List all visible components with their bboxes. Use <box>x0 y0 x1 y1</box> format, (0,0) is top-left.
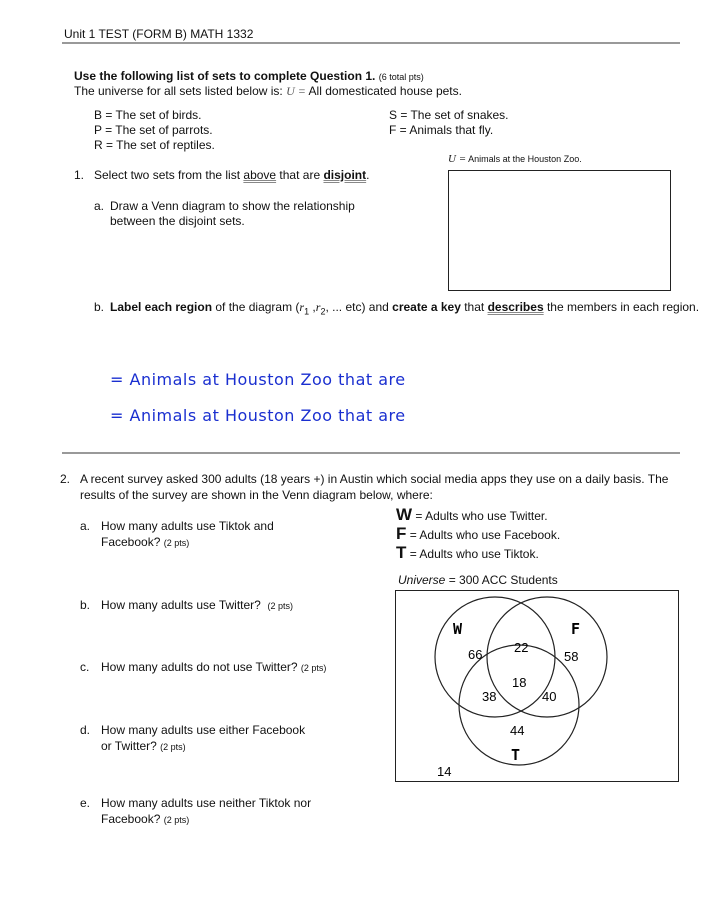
header-divider <box>62 42 680 44</box>
q1-instructions-bold: Use the following list of sets to complete Question 1. <box>74 69 376 83</box>
key-w-text: = Adults who use Twitter. <box>415 509 548 523</box>
q1-universe-symbol: U = <box>286 84 306 98</box>
q2a-label: a. <box>80 519 91 533</box>
q2d-line2-text: or Twitter? <box>101 739 157 753</box>
q2-universe-label <box>398 573 558 587</box>
q1-box-label-symbol: U = <box>448 153 467 165</box>
q2e-line2 <box>101 812 189 826</box>
q1b-r2: r <box>315 300 321 314</box>
q1-prompt-a: Select two sets from the list <box>94 168 244 182</box>
q1-universe-line <box>74 84 462 99</box>
venn-value-wf: 22 <box>514 640 529 655</box>
key-w-letter: W <box>396 505 413 524</box>
q1b-text1: of the diagram ( <box>212 300 300 314</box>
q2-universe-text: = 300 ACC Students <box>445 573 558 587</box>
q1-universe-prefix: The universe for all sets listed below is: <box>74 84 283 98</box>
key-f <box>396 524 560 544</box>
set-r: R = The set of reptiles. <box>94 138 215 152</box>
q1b-text2: , ... etc) and <box>325 300 393 314</box>
set-s: S = The set of snakes. <box>389 108 509 122</box>
venn-value-t-only: 44 <box>510 723 525 738</box>
venn-universe-rect <box>396 591 679 782</box>
venn-value-ft: 40 <box>542 689 557 704</box>
q1-number: 1. <box>74 168 85 182</box>
q1-prompt-b: that are <box>276 168 324 182</box>
q1b-text <box>110 300 699 316</box>
venn-value-wt: 38 <box>482 689 497 704</box>
q1a-line1: Draw a Venn diagram to show the relationship <box>110 199 355 213</box>
q2e-line2-text: Facebook? <box>101 812 161 826</box>
q1-instructions <box>74 69 424 83</box>
q1b-label: b. <box>94 300 105 314</box>
q1-venn-drawing-box[interactable] <box>448 170 671 291</box>
q1b-text4: the members in each region. <box>543 300 700 314</box>
q2-number: 2. <box>60 472 71 486</box>
q2d-label: d. <box>80 723 91 737</box>
section-divider <box>62 452 680 454</box>
q2e-label: e. <box>80 796 91 810</box>
venn-label-w: W <box>453 620 463 638</box>
venn-diagram <box>395 590 680 783</box>
q2a-line1: How many adults use Tiktok and <box>101 519 274 533</box>
q2-intro-line1: A recent survey asked 300 adults (18 years +) in Austin which social media apps they use on a daily basis. The <box>80 472 669 486</box>
q1-prompt-above: above <box>243 168 277 182</box>
q1b-bold-label-region: Label each region <box>110 300 213 314</box>
q1b-r1: r <box>299 300 305 314</box>
q1-universe-suffix: All domesticated house pets. <box>308 84 462 98</box>
venn-value-f-only: 58 <box>564 649 579 664</box>
q2d-line1: How many adults use either Facebook <box>101 723 306 737</box>
q2b-line1-text: How many adults use Twitter? <box>101 598 261 612</box>
q1b-bold-create-key: create a key <box>392 300 461 314</box>
q2e-points: (2 pts) <box>163 815 190 825</box>
q2b-label: b. <box>80 598 91 612</box>
q1a-line2: between the disjoint sets. <box>110 214 245 228</box>
q2a-line2-text: Facebook? <box>101 535 161 549</box>
q2a-points: (2 pts) <box>163 538 190 548</box>
q2b-line1 <box>101 598 293 612</box>
q1b-sub1: 1 <box>304 306 310 317</box>
key-t <box>396 543 539 563</box>
key-t-letter: T <box>396 543 407 562</box>
q2-intro-line2: results of the survey are shown in the Venn diagram below, where: <box>80 488 433 502</box>
handwritten-key-line-2: = Animals at Houston Zoo that are <box>110 406 406 425</box>
q1b-comma: , <box>309 300 316 314</box>
venn-value-wft: 18 <box>512 675 527 690</box>
venn-value-outside: 14 <box>437 764 452 779</box>
q2e-line1: How many adults use neither Tiktok nor <box>101 796 312 810</box>
handwritten-key-line-1: = Animals at Houston Zoo that are <box>110 370 406 389</box>
q1-box-label <box>448 153 582 165</box>
q2c-points: (2 pts) <box>300 663 327 673</box>
q1-prompt-c: . <box>366 168 370 182</box>
q1-box-label-text: Animals at the Houston Zoo. <box>468 154 582 164</box>
q2c-line1 <box>101 660 326 674</box>
q2d-line2 <box>101 739 186 753</box>
venn-label-t: T <box>511 746 521 764</box>
set-f: F = Animals that fly. <box>389 123 494 137</box>
set-p: P = The set of parrots. <box>94 123 213 137</box>
q2c-label: c. <box>80 660 90 674</box>
q2-universe-italic: Universe <box>398 573 446 587</box>
q2b-points: (2 pts) <box>267 601 294 611</box>
set-b: B = The set of birds. <box>94 108 202 122</box>
key-w <box>396 505 548 525</box>
key-t-text: = Adults who use Tiktok. <box>409 547 539 561</box>
q2a-line2 <box>101 535 189 549</box>
q1-points: (6 total pts) <box>378 72 424 82</box>
q1-prompt-disjoint: disjoint <box>323 168 367 182</box>
q1b-text3: that <box>460 300 488 314</box>
q1a-label: a. <box>94 199 105 213</box>
q1-prompt <box>94 168 369 182</box>
q1b-describes: describes <box>487 300 544 314</box>
q2c-line1-text: How many adults do not use Twitter? <box>101 660 298 674</box>
key-f-text: = Adults who use Facebook. <box>409 528 561 542</box>
venn-value-w-only: 66 <box>468 647 483 662</box>
q2d-points: (2 pts) <box>160 742 186 752</box>
q1b-sub2: 2 <box>320 306 326 317</box>
venn-label-f: F <box>571 620 581 638</box>
page-header-title: Unit 1 TEST (FORM B) MATH 1332 <box>64 27 254 41</box>
key-f-letter: F <box>396 524 407 543</box>
